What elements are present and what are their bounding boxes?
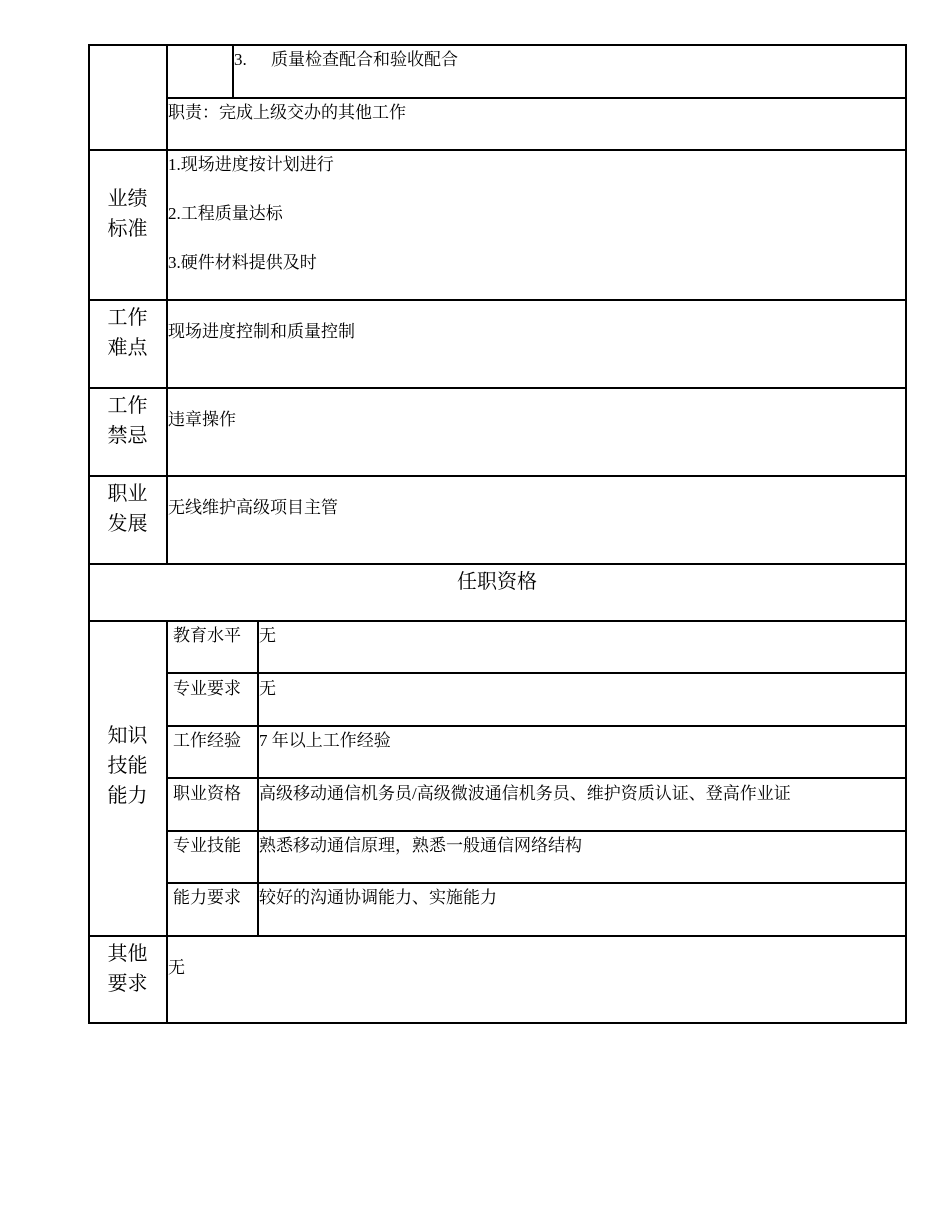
row-divider [166,672,907,674]
professional-qualification-label: 职业资格 [173,784,241,803]
row-divider [166,830,907,832]
major-requirement-label: 专业要求 [173,679,241,698]
row-divider [88,299,907,301]
major-requirement-value: 无 [259,679,276,698]
table-border-bottom [88,1022,907,1024]
other-duty-text: 职责：完成上级交办的其他工作 [168,103,406,122]
work-difficulties-content: 现场进度控制和质量控制 [168,322,355,341]
row-divider [88,387,907,389]
work-prohibitions-label [88,391,167,451]
label-line: 标准 [107,218,148,240]
knowledge-skills-label [88,721,167,811]
label-line: 工作 [107,307,148,329]
row-divider [88,563,907,565]
career-development-content: 无线维护高级项目主管 [168,498,338,517]
work-difficulties-label [88,303,167,363]
education-level-label: 教育水平 [173,626,241,645]
label-line: 业绩 [107,188,148,210]
professional-skills-label: 专业技能 [173,836,241,855]
performance-standard-item: 3.硬件材料提供及时 [168,253,317,272]
professional-qualification-value: 高级移动通信机务员/高级微波通信机务员、维护资质认证、登高作业证 [259,784,791,803]
education-level-value: 无 [259,626,276,645]
row-divider [166,882,907,884]
work-prohibitions-content: 违章操作 [168,410,236,429]
label-line: 其他 [107,943,148,965]
row-divider [88,620,907,622]
label-line: 禁忌 [107,425,148,447]
qualifications-section-title: 任职资格 [457,571,537,593]
row-divider [166,97,907,99]
professional-skills-value: 熟悉移动通信原理，熟悉一般通信网络结构 [259,836,582,855]
performance-standard-item: 2.工程质量达标 [168,204,283,223]
table-border-top [88,44,907,46]
table-border-right [905,44,907,1024]
work-experience-label: 工作经验 [173,731,241,750]
duty-item-text: 质量检查配合和验收配合 [271,50,458,69]
row-divider [88,935,907,937]
performance-standard-item: 1.现场进度按计划进行 [168,155,334,174]
label-line: 要求 [107,973,148,995]
performance-standards-label [88,184,167,244]
row-divider [88,475,907,477]
career-development-label [88,479,167,539]
label-line: 工作 [107,395,148,417]
label-line: 难点 [107,337,148,359]
other-requirements-label [88,939,167,999]
work-experience-value: 7 年以上工作经验 [259,731,391,750]
row-divider [166,777,907,779]
row-divider [166,725,907,727]
label-line: 职业 [107,483,148,505]
other-requirements-content: 无 [168,958,185,977]
duty-item-number: 3. [234,50,247,69]
label-line: 技能 [107,755,148,777]
ability-requirement-value: 较好的沟通协调能力、实施能力 [259,888,497,907]
label-line: 发展 [107,513,148,535]
label-line: 知识 [107,725,148,747]
label-line: 能力 [107,785,148,807]
ability-requirement-label: 能力要求 [173,888,241,907]
row-divider [88,149,907,151]
